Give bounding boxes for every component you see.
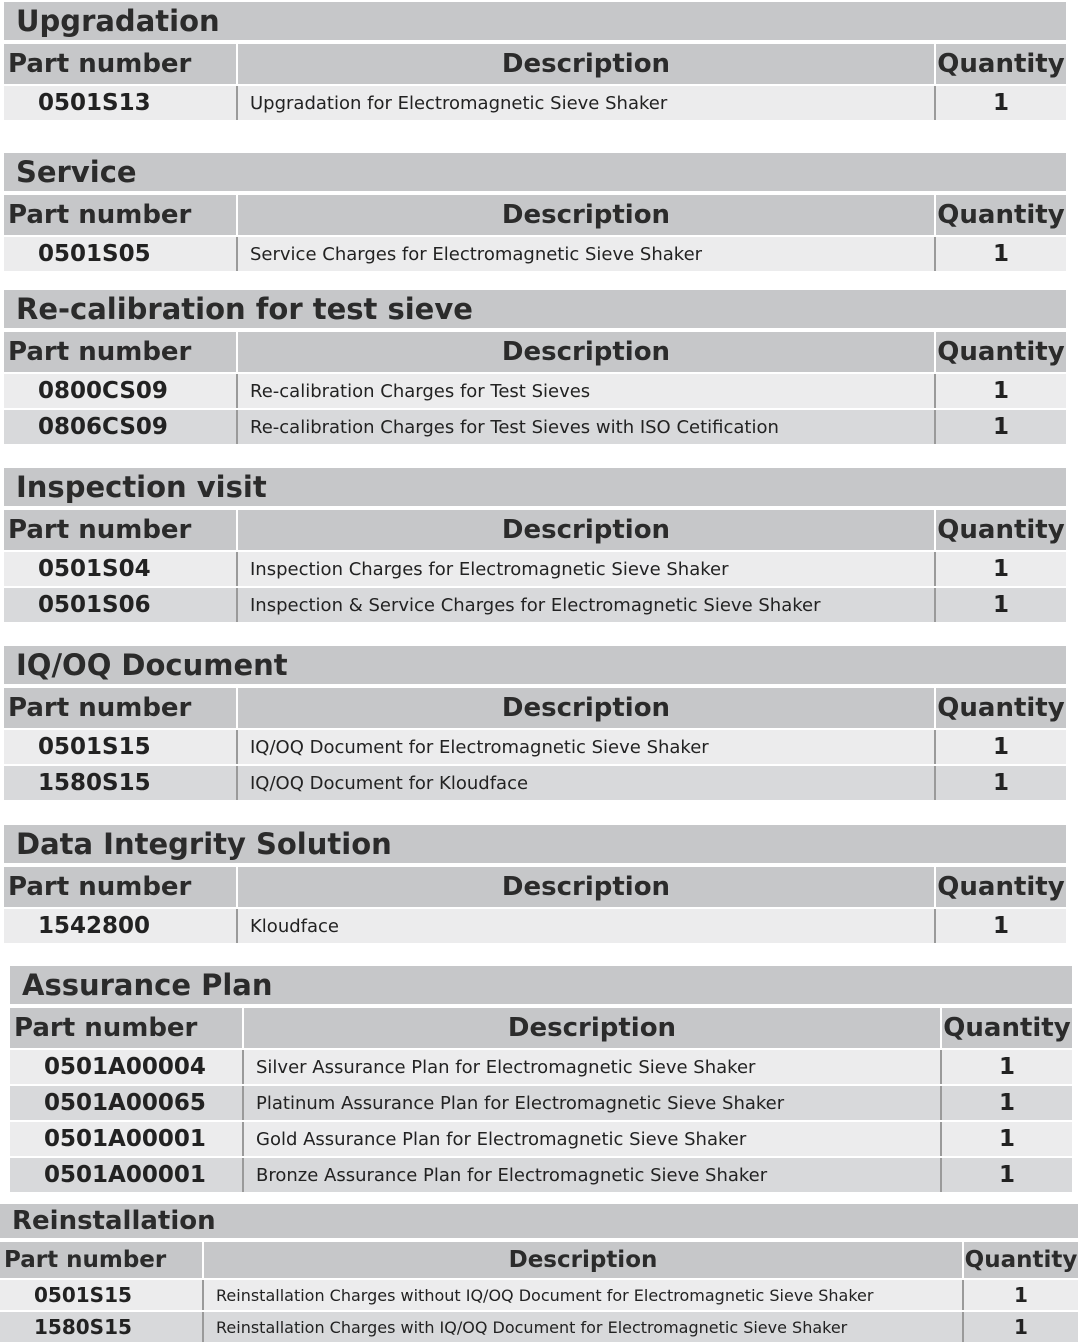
section-service (4, 153, 1066, 273)
quantity-cell: 1 (935, 85, 1066, 121)
description-header: Description (237, 867, 935, 908)
section-title: Data Integrity Solution (4, 825, 1066, 867)
section-title: Upgradation (4, 2, 1066, 44)
table-row (4, 551, 1066, 587)
description-header: Description (237, 332, 935, 373)
parts-table (4, 332, 1066, 446)
quantity-cell: 1 (941, 1157, 1072, 1193)
table-row (10, 1049, 1072, 1085)
parts-table (4, 510, 1066, 624)
section-inspection-visit (4, 468, 1066, 624)
quantity-header: Quantity (935, 867, 1066, 908)
part-number-cell: 0501S04 (4, 551, 237, 587)
part-number-header: Part number (4, 195, 237, 236)
part-number-cell: 0501A00001 (10, 1157, 243, 1193)
description-cell: Service Charges for Electromagnetic Sieve Shaker (237, 236, 935, 272)
table-row (4, 908, 1066, 944)
part-number-cell: 0501S13 (4, 85, 237, 121)
description-cell: Platinum Assurance Plan for Electromagnetic Sieve Shaker (243, 1085, 941, 1121)
part-number-cell: 1580S15 (0, 1311, 203, 1343)
table-row (4, 409, 1066, 445)
quantity-cell: 1 (935, 409, 1066, 445)
part-number-cell: 0800CS09 (4, 373, 237, 409)
part-number-cell: 0501S05 (4, 236, 237, 272)
description-header: Description (243, 1008, 941, 1049)
quantity-header: Quantity (941, 1008, 1072, 1049)
description-cell: Reinstallation Charges without IQ/OQ Document for Electromagnetic Sieve Shaker (203, 1279, 963, 1311)
part-number-cell: 1580S15 (4, 765, 237, 801)
parts-table (4, 195, 1066, 273)
parts-table (10, 1008, 1072, 1194)
part-number-header: Part number (4, 44, 237, 85)
quantity-cell: 1 (941, 1085, 1072, 1121)
quantity-header: Quantity (935, 688, 1066, 729)
description-cell: IQ/OQ Document for Kloudface (237, 765, 935, 801)
section-title: Re-calibration for test sieve (4, 290, 1066, 332)
table-row (4, 587, 1066, 623)
section-reinstallation (0, 1204, 1078, 1344)
quantity-cell: 1 (935, 587, 1066, 623)
part-number-header: Part number (0, 1242, 203, 1279)
table-row (10, 1085, 1072, 1121)
table-row (10, 1157, 1072, 1193)
section-title: Assurance Plan (10, 966, 1072, 1008)
quantity-cell: 1 (963, 1279, 1078, 1311)
part-number-cell: 0806CS09 (4, 409, 237, 445)
quantity-cell: 1 (935, 236, 1066, 272)
description-header: Description (203, 1242, 963, 1279)
table-row (0, 1311, 1078, 1343)
parts-table (4, 688, 1066, 802)
section-iq-oq-document (4, 646, 1066, 802)
table-row (4, 373, 1066, 409)
quantity-header: Quantity (935, 44, 1066, 85)
section-re-calibration-for-test-sieve (4, 290, 1066, 446)
parts-table (0, 1242, 1078, 1344)
section-assurance-plan (10, 966, 1072, 1194)
part-number-cell: 1542800 (4, 908, 237, 944)
part-number-cell: 0501S15 (0, 1279, 203, 1311)
description-cell: Silver Assurance Plan for Electromagnetic Sieve Shaker (243, 1049, 941, 1085)
description-cell: Reinstallation Charges with IQ/OQ Document for Electromagnetic Sieve Shaker (203, 1311, 963, 1343)
part-number-cell: 0501A00001 (10, 1121, 243, 1157)
quantity-header: Quantity (963, 1242, 1078, 1279)
quantity-cell: 1 (941, 1049, 1072, 1085)
table-row (4, 729, 1066, 765)
quantity-cell: 1 (935, 765, 1066, 801)
quantity-cell: 1 (935, 729, 1066, 765)
part-number-header: Part number (10, 1008, 243, 1049)
part-number-header: Part number (4, 688, 237, 729)
description-cell: Upgradation for Electromagnetic Sieve Shaker (237, 85, 935, 121)
quantity-cell: 1 (963, 1311, 1078, 1343)
description-header: Description (237, 195, 935, 236)
table-row (4, 85, 1066, 121)
description-cell: Re-calibration Charges for Test Sieves (237, 373, 935, 409)
part-number-cell: 0501A00004 (10, 1049, 243, 1085)
part-number-cell: 0501S06 (4, 587, 237, 623)
quantity-cell: 1 (941, 1121, 1072, 1157)
description-cell: Bronze Assurance Plan for Electromagnetic Sieve Shaker (243, 1157, 941, 1193)
part-number-cell: 0501S15 (4, 729, 237, 765)
part-number-cell: 0501A00065 (10, 1085, 243, 1121)
part-number-header: Part number (4, 510, 237, 551)
quantity-header: Quantity (935, 195, 1066, 236)
section-title: IQ/OQ Document (4, 646, 1066, 688)
quantity-cell: 1 (935, 373, 1066, 409)
quantity-header: Quantity (935, 332, 1066, 373)
description-cell: Kloudface (237, 908, 935, 944)
section-title: Service (4, 153, 1066, 195)
table-row (0, 1279, 1078, 1311)
quantity-header: Quantity (935, 510, 1066, 551)
section-upgradation (4, 2, 1066, 122)
quantity-cell: 1 (935, 908, 1066, 944)
description-header: Description (237, 688, 935, 729)
part-number-header: Part number (4, 867, 237, 908)
section-title: Reinstallation (0, 1204, 1078, 1242)
parts-table (4, 44, 1066, 122)
table-row (4, 765, 1066, 801)
table-row (10, 1121, 1072, 1157)
description-cell: Re-calibration Charges for Test Sieves with ISO Cetification (237, 409, 935, 445)
part-number-header: Part number (4, 332, 237, 373)
section-data-integrity-solution (4, 825, 1066, 945)
description-cell: IQ/OQ Document for Electromagnetic Sieve Shaker (237, 729, 935, 765)
parts-table (4, 867, 1066, 945)
description-cell: Inspection & Service Charges for Electromagnetic Sieve Shaker (237, 587, 935, 623)
description-cell: Gold Assurance Plan for Electromagnetic Sieve Shaker (243, 1121, 941, 1157)
section-title: Inspection visit (4, 468, 1066, 510)
description-cell: Inspection Charges for Electromagnetic Sieve Shaker (237, 551, 935, 587)
quantity-cell: 1 (935, 551, 1066, 587)
description-header: Description (237, 44, 935, 85)
table-row (4, 236, 1066, 272)
description-header: Description (237, 510, 935, 551)
